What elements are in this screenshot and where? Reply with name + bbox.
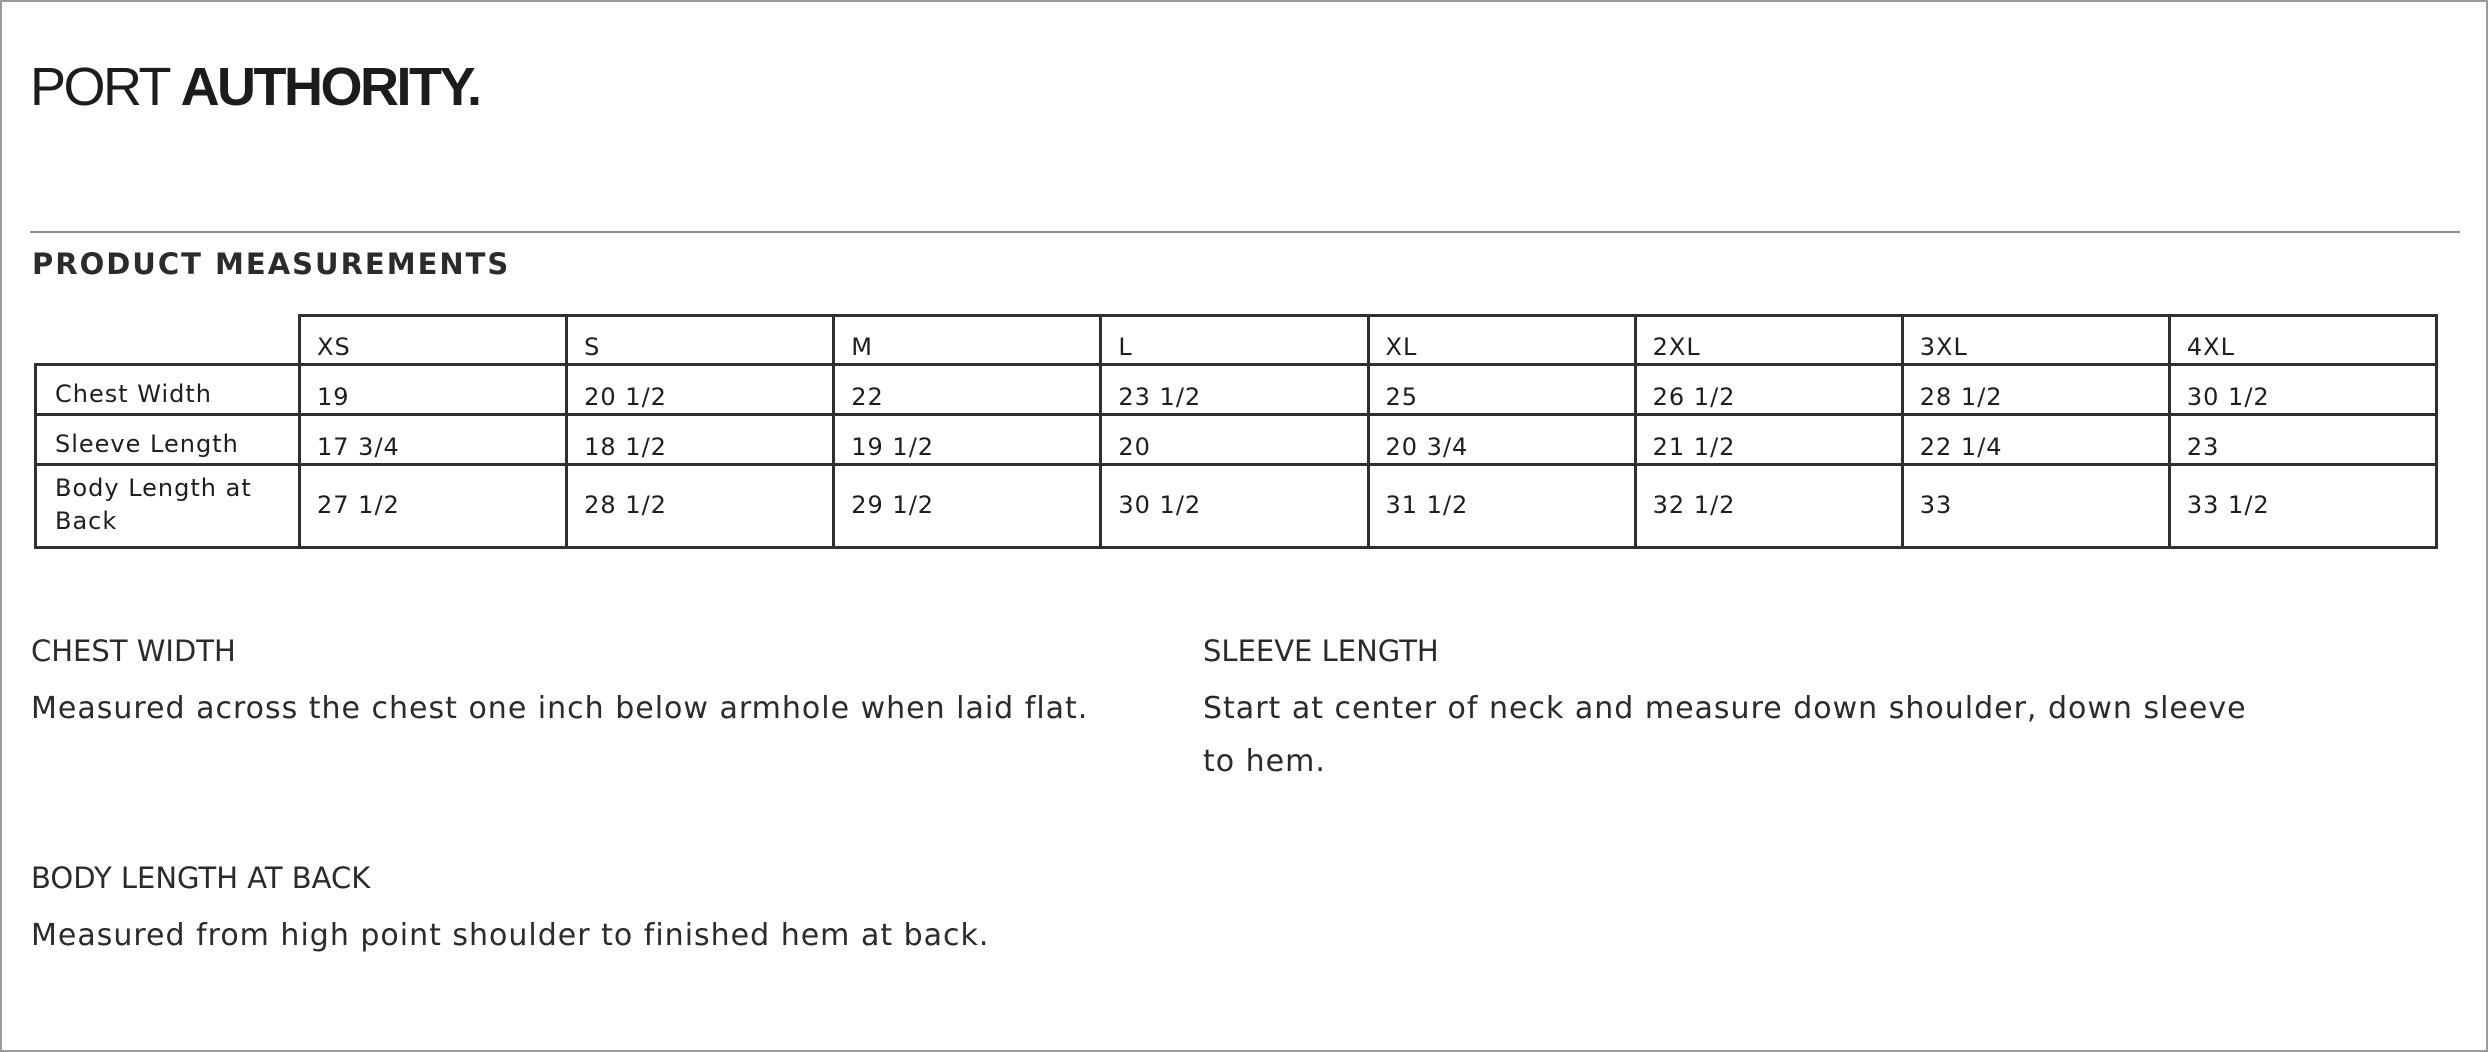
table-row [36, 415, 2437, 465]
body-length-description: Measured from high point shoulder to finished hem at back. [31, 918, 990, 953]
sleeve-length-title: SLEEVE LENGTH [1203, 634, 1439, 668]
section-title: PRODUCT MEASUREMENTS [32, 247, 511, 281]
chest-width-title: CHEST WIDTH [31, 634, 236, 668]
table-cell: 27 1/2 [300, 465, 567, 548]
table-cell: 20 1/2 [567, 365, 834, 415]
table-cell: 28 1/2 [1902, 365, 2169, 415]
size-header: L [1101, 316, 1368, 365]
table-cell: 28 1/2 [567, 465, 834, 548]
table-cell: 29 1/2 [834, 465, 1101, 548]
port-authority-logo [30, 57, 480, 117]
size-header: 2XL [1635, 316, 1902, 365]
table-cell: 19 [300, 365, 567, 415]
table-cell: 33 [1902, 465, 2169, 548]
row-label: Body Length at Back [36, 465, 300, 548]
table-cell: 18 1/2 [567, 415, 834, 465]
logo-word-port: PORT [30, 57, 181, 117]
table-cell: 20 [1101, 415, 1368, 465]
table-cell: 17 3/4 [300, 415, 567, 465]
table-cell: 22 1/4 [1902, 415, 2169, 465]
table-cell: 20 3/4 [1368, 415, 1635, 465]
table-cell: 32 1/2 [1635, 465, 1902, 548]
table-cell: 23 1/2 [1101, 365, 1368, 415]
table-cell: 30 1/2 [1101, 465, 1368, 548]
size-header: XL [1368, 316, 1635, 365]
header-divider [30, 231, 2460, 233]
size-header: 4XL [2169, 316, 2436, 365]
table-cell: 30 1/2 [2169, 365, 2436, 415]
row-label: Chest Width [36, 365, 300, 415]
size-header: XS [300, 316, 567, 365]
size-header: M [834, 316, 1101, 365]
table-cell: 25 [1368, 365, 1635, 415]
table-cell: 23 [2169, 415, 2436, 465]
sleeve-length-description: Start at center of neck and measure down shoulder, down sleeve to hem. [1203, 691, 2247, 779]
logo-word-authority: AUTHORITY. [180, 57, 480, 117]
chest-width-description: Measured across the chest one inch below armhole when laid flat. [31, 691, 1089, 726]
row-label: Sleeve Length [36, 415, 300, 465]
body-length-title: BODY LENGTH AT BACK [31, 861, 371, 895]
table-cell: 31 1/2 [1368, 465, 1635, 548]
size-header: 3XL [1902, 316, 2169, 365]
table-cell: 21 1/2 [1635, 415, 1902, 465]
table-cell: 26 1/2 [1635, 365, 1902, 415]
table-cell: 22 [834, 365, 1101, 415]
measurements-table [34, 314, 2438, 549]
table-header-row [36, 316, 2437, 365]
size-header: S [567, 316, 834, 365]
table-row [36, 465, 2437, 548]
table-cell: 33 1/2 [2169, 465, 2436, 548]
table-corner-cell [36, 316, 300, 365]
table-row [36, 365, 2437, 415]
table-cell: 19 1/2 [834, 415, 1101, 465]
